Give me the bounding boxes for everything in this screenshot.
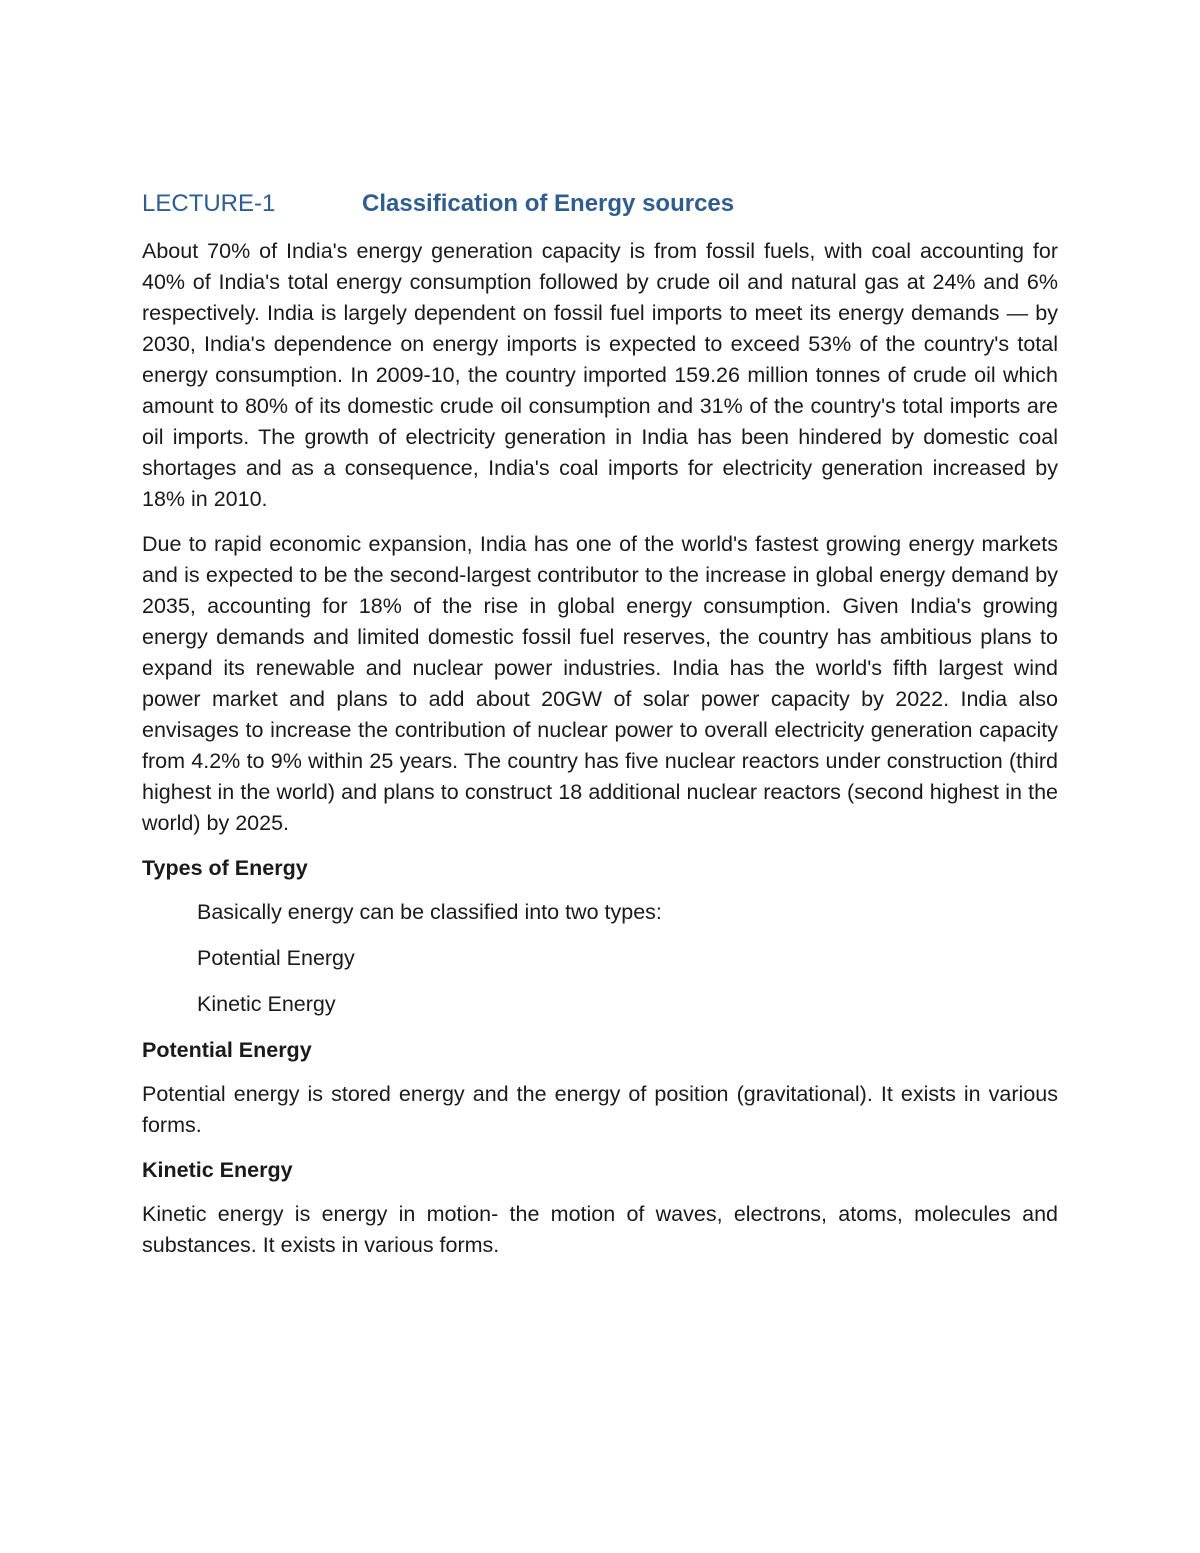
types-intro: Basically energy can be classified into two types: xyxy=(197,900,662,924)
intro-paragraph: About 70% of India's energy generation capacity is from fossil fuels, with coal accounting for 40% of India's total energy consumption followed by crude oil and natural gas at 24% and 6% respectively. India is largely dependent on fossil fuel imports to meet its energy demands — by 2030, India's dependence on energy imports is expected to exceed 53% of the country's total energy consumption. In 2009-10, the country imported 159.26 million tonnes of crude oil which amount to 80% of its domestic crude oil consumption and 31% of the country's total imports are oil imports. The growth of electricity generation in India has been hindered by domestic coal shortages and as a consequence, India's coal imports for electricity generation increased by 18% in 2010. xyxy=(142,239,1058,511)
type-item-kinetic: Kinetic Energy xyxy=(197,992,336,1016)
lecture-title: Classification of Energy sources xyxy=(362,190,735,217)
lecture-heading xyxy=(142,186,1058,222)
potential-heading: Potential Energy xyxy=(142,1038,312,1062)
kinetic-text: Kinetic energy is energy in motion- the motion of waves, electrons, atoms, molecules and substances. It exists in various forms. xyxy=(142,1202,1058,1257)
expansion-paragraph: Due to rapid economic expansion, India has one of the world's fastest growing energy markets and is expected to be the second-largest contributor to the increase in global energy demand by 2035, accounting for 18% of the rise in global energy consumption. Given India's growing energy demands and limited domestic fossil fuel reserves, the country has ambitious plans to expand its renewable and nuclear power industries. India has the world's fifth largest wind power market and plans to add about 20GW of solar power capacity by 2022. India also envisages to increase the contribution of nuclear power to overall electricity generation capacity from 4.2% to 9% within 25 years. The country has five nuclear reactors under construction (third highest in the world) and plans to construct 18 additional nuclear reactors (second highest in the world) by 2025. xyxy=(142,532,1058,835)
kinetic-heading: Kinetic Energy xyxy=(142,1158,293,1182)
types-heading: Types of Energy xyxy=(142,856,308,880)
document-page xyxy=(142,186,1058,1275)
lecture-number: LECTURE-1 xyxy=(142,190,276,217)
type-item-potential: Potential Energy xyxy=(197,946,355,970)
potential-text: Potential energy is stored energy and the energy of position (gravitational). It exists in various forms. xyxy=(142,1082,1058,1137)
